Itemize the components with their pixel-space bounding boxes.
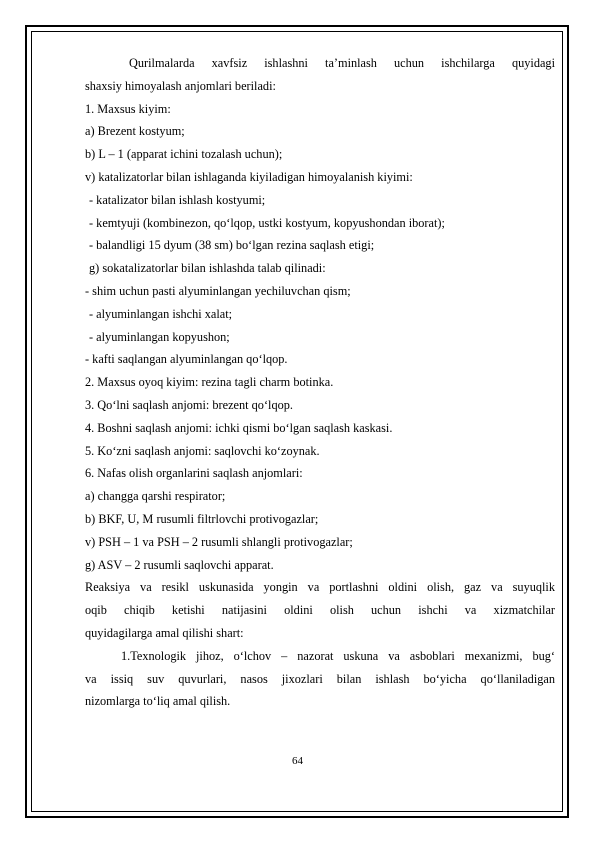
list-item: - katalizator bilan ishlash kostyumi; [89, 192, 266, 207]
paragraph-1-line-3: quyidagilarga amal qilishi shart: [85, 625, 244, 640]
paragraph-2-line-3: nizomlarga to‘liq amal qilish. [85, 694, 231, 709]
list-item: v) PSH – 1 va PSH – 2 rusumli shlangli protivogazlar; [85, 534, 353, 549]
document-body [85, 56, 555, 717]
list-item: 2. Maxsus oyoq kiyim: rezina tagli charm botinka. [85, 375, 334, 390]
list-item: - kemtyuji (kombinezon, qo‘lqop, ustki kostyum, kopyushondan iborat); [89, 215, 445, 230]
list-item: - balandligi 15 dyum (38 sm) bo‘lgan rezina saqlash etigi; [89, 238, 375, 253]
list-item: b) L – 1 (apparat ichini tozalash uchun); [85, 147, 283, 162]
list-item: 6. Nafas olish organlarini saqlash anjomlari: [85, 466, 303, 481]
paragraph-2-line-2: va issiq suv quvurlari, nasos jixozlari bilan ishlash bo‘yicha qo‘llaniladigan [85, 671, 555, 686]
list-item: 4. Boshni saqlash anjomi: ichki qismi bo‘lgan saqlash kaskasi. [85, 420, 393, 435]
intro-line-1: Qurilmalarda xavfsiz ishlashni ta’minlash uchun ishchilarga quyidagi [129, 56, 555, 70]
list-item: g) sokatalizatorlar bilan ishlashda talab qilinadi: [89, 261, 326, 276]
list-item: - alyuminlangan kopyushon; [89, 329, 230, 344]
list-item: a) Brezent kostyum; [85, 124, 185, 139]
page-number: 64 [292, 755, 303, 767]
paragraph-1-line-2: oqib chiqib ketishi natijasini oldini olish uchun ishchi va xizmatchilar [85, 603, 555, 618]
list-item: 5. Ko‘zni saqlash anjomi: saqlovchi ko‘zoynak. [85, 443, 320, 458]
list-item: 3. Qo‘lni saqlash anjomi: brezent qo‘lqop. [85, 397, 293, 412]
list-item: - kafti saqlangan alyuminlangan qo‘lqop. [85, 352, 288, 367]
intro-line-2: shaxsiy himoyalash anjomlari beriladi: [85, 78, 276, 93]
list-item: v) katalizatorlar bilan ishlaganda kiyiladigan himoyalanish kiyimi: [85, 169, 413, 184]
list-item: a) changga qarshi respirator; [85, 489, 226, 504]
list-item: 1. Maxsus kiyim: [85, 101, 171, 116]
paragraph-2-line-1: 1.Texnologik jihoz, o‘lchov – nazorat uskuna va asboblari mexanizmi, bug‘ [121, 648, 555, 663]
list-item: g) ASV – 2 rusumli saqlovchi apparat. [85, 557, 274, 572]
list-item: b) BKF, U, M rusumli filtrlovchi protivogazlar; [85, 511, 319, 526]
list-item: - shim uchun pasti alyuminlangan yechiluvchan qism; [85, 283, 351, 298]
paragraph-1-line-1: Reaksiya va resikl uskunasida yongin va portlashni oldini olish, gaz va suyuqlik [85, 580, 555, 595]
list-item: - alyuminlangan ishchi xalat; [89, 306, 233, 321]
